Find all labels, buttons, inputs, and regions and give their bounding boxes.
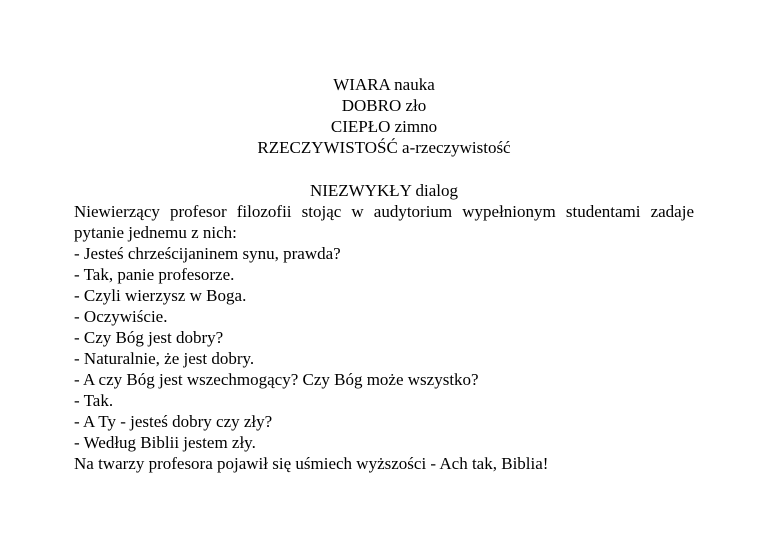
dialog-line: - Według Biblii jestem zły. [74,433,256,452]
heading-line: DOBRO zło [341,96,427,115]
dialog-line: - Jesteś chrześcijaninem synu, prawda? [74,244,341,263]
heading-line: CIEPŁO zimno [330,117,438,136]
body-text [74,201,694,474]
dialog-line: - A Ty - jesteś dobry czy zły? [74,412,273,431]
dialog-line: - Tak, panie profesorze. [74,265,235,284]
dialog-line: - Naturalnie, że jest dobry. [74,349,255,368]
dialog-line: - Czy Bóg jest dobry? [74,328,224,347]
heading-line: RZECZYWISTOŚĆ a-rzeczywistość [257,138,511,157]
dialog-line: - Tak. [74,391,114,410]
heading-block [0,74,768,158]
dialog-line: - A czy Bóg jest wszechmogący? Czy Bóg może wszystko? [74,370,479,389]
dialog-line: - Oczywiście. [74,307,168,326]
heading-line: WIARA nauka [333,75,435,94]
closing-line: Na twarzy profesora pojawił się uśmiech wyższości - Ach tak, Biblia! [74,454,549,473]
dialog-title: NIEZWYKŁY dialog [309,181,459,200]
dialog-line: - Czyli wierzysz w Boga. [74,286,247,305]
intro-paragraph: Niewierzący profesor filozofii stojąc w audytorium wypełnionym studentami zadaje pytanie jednemu z nich: [74,202,694,242]
